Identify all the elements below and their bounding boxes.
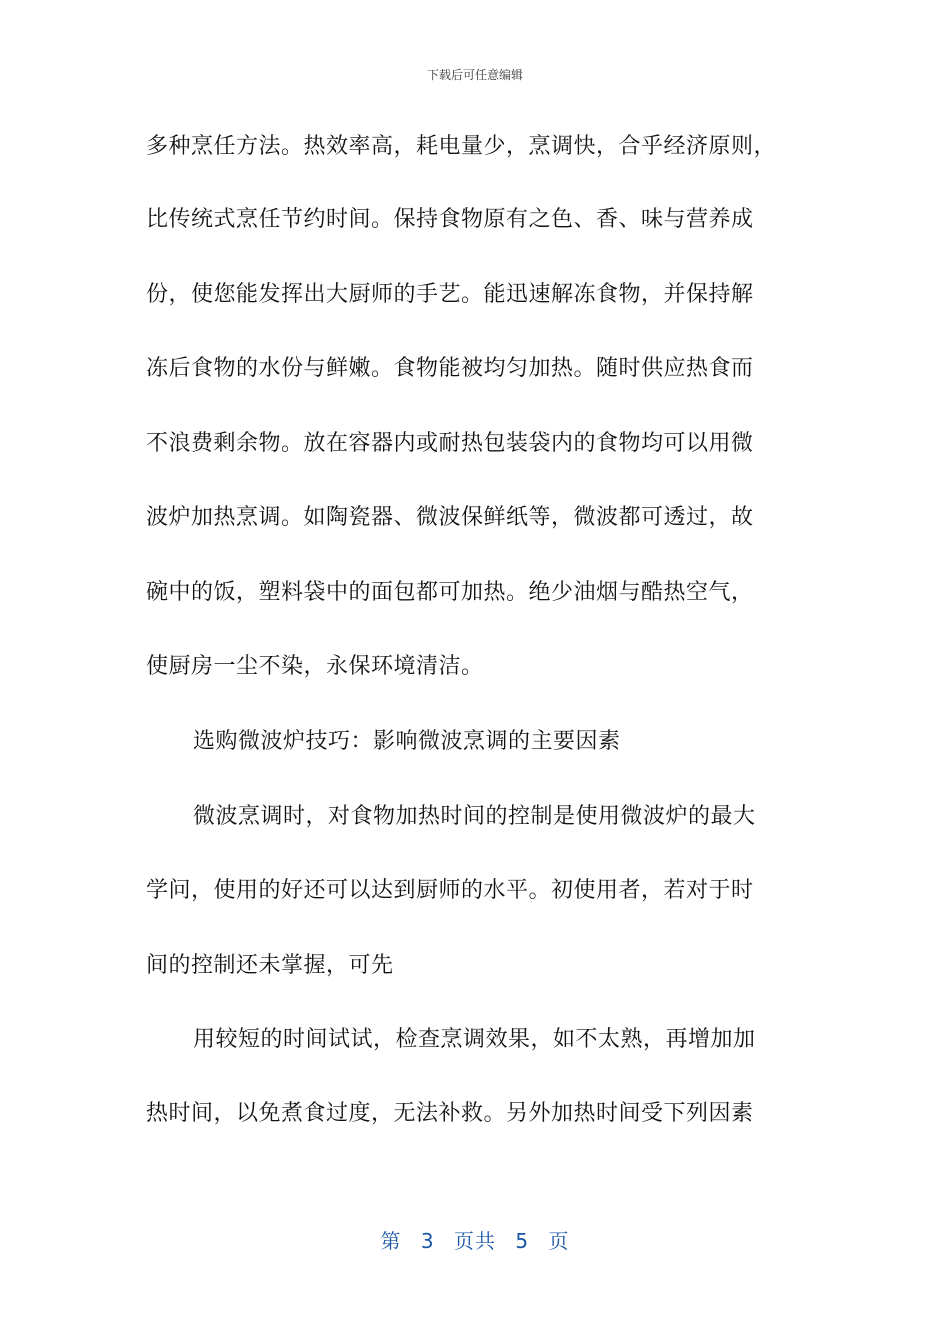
paragraph-line: 学问，使用的好还可以达到厨师的水平。初使用者，若对于时 — [146, 878, 754, 903]
footer-total-pages: 5 — [515, 1229, 530, 1253]
paragraph-line: 冻后食物的水份与鲜嫩。食物能被均匀加热。随时供应热食而 — [146, 356, 754, 381]
footer-suffix: 页 — [548, 1229, 570, 1253]
paragraph-line: 微波烹调时，对食物加热时间的控制是使用微波炉的最大 — [193, 804, 756, 829]
footer-prefix: 第 — [380, 1229, 402, 1253]
section-heading: 选购微波炉技巧：影响微波烹调的主要因素 — [193, 729, 621, 754]
paragraph-line: 不浪费剩余物。放在容器内或耐热包装袋内的食物均可以用微 — [146, 431, 754, 456]
page-header-note: 下载后可任意编辑 — [426, 68, 523, 82]
footer-current-page: 3 — [420, 1229, 435, 1253]
paragraph-line: 波炉加热烹调。如陶瓷器、微波保鲜纸等，微波都可透过，故 — [146, 505, 754, 530]
paragraph-line: 使厨房一尘不染，永保环境清洁。 — [146, 654, 484, 679]
paragraph-line: 碗中的饭，塑料袋中的面包都可加热。绝少油烟与酷热空气， — [146, 580, 754, 605]
paragraph-line: 多种烹任方法。热效率高，耗电量少，烹调快，合乎经济原则， — [146, 134, 777, 159]
paragraph-line: 间的控制还未掌握，可先 — [146, 953, 394, 978]
paragraph-line: 份，使您能发挥出大厨师的手艺。能迅速解冻食物，并保持解 — [146, 282, 754, 307]
paragraph-line: 比传统式烹任节约时间。保持食物原有之色、香、味与营养成 — [146, 207, 754, 232]
footer-middle: 页共 — [454, 1229, 496, 1253]
paragraph-line: 用较短的时间试试，检查烹调效果，如不太熟，再增加加 — [193, 1027, 756, 1052]
page-number-footer — [0, 1225, 950, 1254]
paragraph-line: 热时间，以免煮食过度，无法补救。另外加热时间受下列因素 — [146, 1101, 754, 1126]
